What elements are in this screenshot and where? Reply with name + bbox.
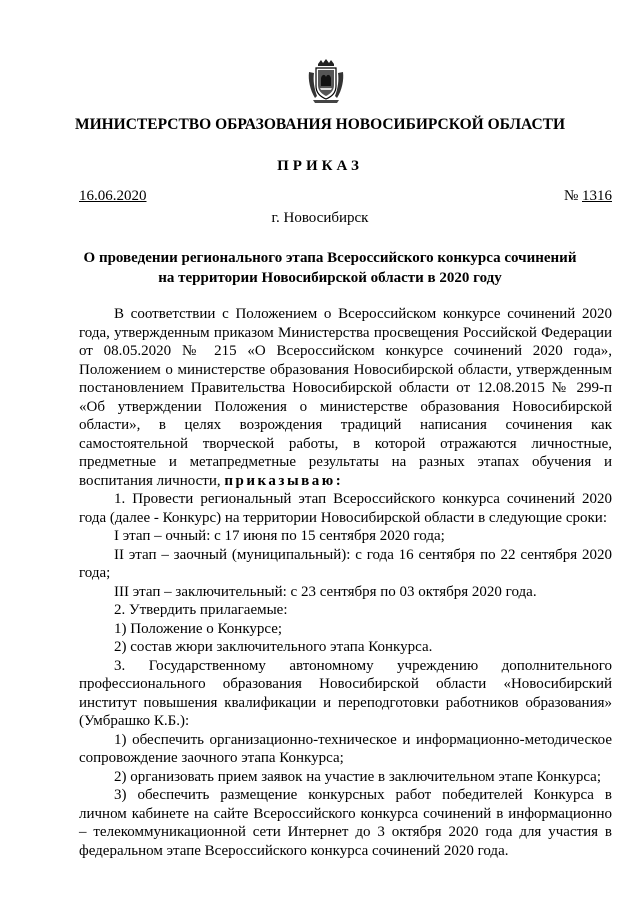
subject-line-2: на территории Новосибирской области в 2020 году <box>158 270 502 286</box>
document-type-title: ПРИКАЗ <box>277 158 363 174</box>
preamble-paragraph <box>79 305 612 490</box>
order-number-value: 1316 <box>582 188 612 204</box>
item-3-1: 1) обеспечить организационно-техническое и информационно-методическое сопровождение заочного этапа Конкурса; <box>79 731 612 766</box>
preamble-text: В соответствии с Положением о Всероссийском конкурсе сочинений 2020 года, утвержденным приказом Министерства просвещения Российской Федерации от 08.05.2020 № 215 «О Всероссийском конкурсе сочинений 2020 года», Положением о министерстве образования Новосибирской области, утвержденным постановлением Правительства Новосибирской области от 12.08.2015 № 299-п «Об утверждении Положения о министерстве образования Новосибирской области», в целях возрождения традиций написания сочинения как самостоятельной творческой работы, в которой отражаются личностные, предметные и метапредметные результаты на разных этапах обучения и воспитания личности, <box>79 306 612 489</box>
item-3: 3. Государственному автономному учреждению дополнительного профессионального образования Новосибирской области «Новосибирский институт повышения квалификации и переподготовки работников образования» (Умбрашко К.Б.): <box>79 657 612 729</box>
item-2: 2. Утвердить прилагаемые: <box>114 602 288 618</box>
order-date: 16.06.2020 <box>79 188 147 204</box>
ministry-name: МИНИСТЕРСТВО ОБРАЗОВАНИЯ НОВОСИБИРСКОЙ ОБЛАСТИ <box>74 116 566 133</box>
order-body <box>79 305 612 860</box>
item-3-2: 2) организовать прием заявок на участие в заключительном этапе Конкурса; <box>114 768 602 785</box>
order-subject <box>60 248 600 288</box>
city: г. Новосибирск <box>271 210 369 226</box>
item-2-1: 1) Положение о Конкурсе; <box>114 620 283 637</box>
item-1: 1. Провести региональный этап Всероссийского конкурса сочинений 2020 года (далее - Конкурс) на территории Новосибирской области в следующие сроки: <box>79 491 612 526</box>
order-number <box>564 188 612 205</box>
item-1-stage-2: II этап – заочный (муниципальный): с года 16 сентября по 22 сентября 2020 года; <box>79 546 612 581</box>
item-3-3: 3) обеспечить размещение конкурсных работ победителей Конкурса в личном кабинете на сайте Всероссийского конкурса сочинений в информационно – телекоммуникационной сети Интернет до 3 октября 2020 года для участия в федеральном этапе Всероссийского конкурса сочинений 2020 года. <box>79 787 612 859</box>
subject-line-1: О проведении регионального этапа Всероссийского конкурса сочинений <box>83 250 577 266</box>
order-number-prefix: № <box>563 188 582 204</box>
order-word-colon: : <box>335 472 341 489</box>
order-word: приказываю <box>224 472 336 489</box>
item-2-2: 2) состав жюри заключительного этапа Конкурса. <box>114 639 433 655</box>
item-1-stage-3: III этап – заключительный: с 23 сентября по 03 октября 2020 года. <box>114 583 537 600</box>
item-1-stage-1: I этап – очный: с 17 июня по 15 сентября 2020 года; <box>114 528 445 544</box>
coat-of-arms-icon <box>307 58 345 104</box>
